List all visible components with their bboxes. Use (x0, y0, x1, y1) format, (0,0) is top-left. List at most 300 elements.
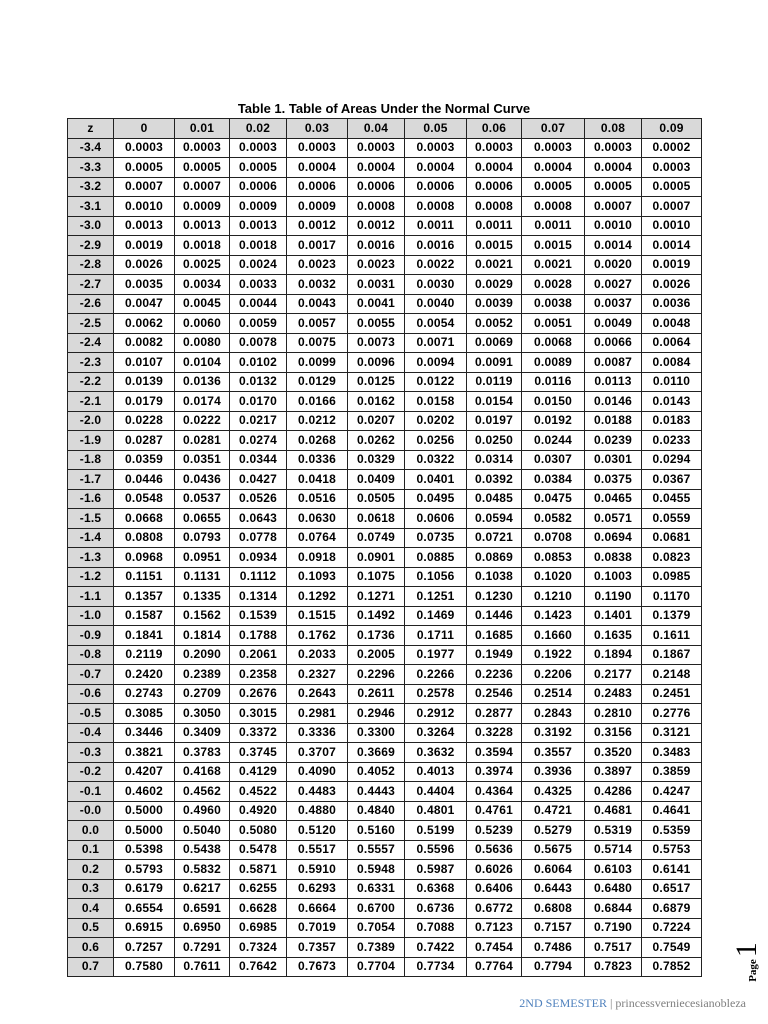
z-value-cell: -2.5 (68, 314, 114, 334)
area-cell: 0.6700 (348, 899, 405, 919)
area-cell: 0.0007 (114, 177, 175, 197)
area-cell: 0.0060 (175, 314, 230, 334)
area-cell: 0.0038 (522, 294, 585, 314)
area-cell: 0.5000 (114, 821, 175, 841)
area-cell: 0.0080 (175, 333, 230, 353)
area-cell: 0.1814 (175, 626, 230, 646)
area-cell: 0.0495 (405, 489, 467, 509)
area-cell: 0.7642 (230, 957, 287, 977)
area-cell: 0.0143 (642, 392, 702, 412)
area-cell: 0.5319 (585, 821, 642, 841)
area-cell: 0.5199 (405, 821, 467, 841)
area-cell: 0.0197 (467, 411, 522, 431)
area-cell: 0.0003 (287, 138, 348, 158)
area-cell: 0.3264 (405, 723, 467, 743)
area-cell: 0.1112 (230, 567, 287, 587)
area-cell: 0.3372 (230, 723, 287, 743)
area-cell: 0.5398 (114, 840, 175, 860)
area-cell: 0.6736 (405, 899, 467, 919)
area-cell: 0.0853 (522, 548, 585, 568)
area-cell: 0.0023 (287, 255, 348, 275)
area-cell: 0.6293 (287, 879, 348, 899)
area-cell: 0.4920 (230, 801, 287, 821)
area-cell: 0.0029 (467, 275, 522, 295)
area-cell: 0.6879 (642, 899, 702, 919)
area-cell: 0.0582 (522, 509, 585, 529)
area-cell: 0.0010 (642, 216, 702, 236)
area-cell: 0.6443 (522, 879, 585, 899)
area-cell: 0.0003 (405, 138, 467, 158)
area-cell: 0.0071 (405, 333, 467, 353)
area-cell: 0.5000 (114, 801, 175, 821)
area-cell: 0.0007 (175, 177, 230, 197)
area-cell: 0.1190 (585, 587, 642, 607)
area-cell: 0.0009 (175, 197, 230, 217)
area-cell: 0.0047 (114, 294, 175, 314)
area-cell: 0.0003 (114, 138, 175, 158)
area-cell: 0.4840 (348, 801, 405, 821)
area-cell: 0.0023 (348, 255, 405, 275)
area-cell: 0.0034 (175, 275, 230, 295)
area-cell: 0.1038 (467, 567, 522, 587)
table-row (68, 723, 702, 743)
area-cell: 0.0020 (585, 255, 642, 275)
area-cell: 0.0375 (585, 470, 642, 490)
area-cell: 0.1736 (348, 626, 405, 646)
area-cell: 0.0008 (522, 197, 585, 217)
table-title: Table 1. Table of Areas Under the Normal Curve (237, 101, 531, 116)
area-cell: 0.0041 (348, 294, 405, 314)
area-cell: 0.0078 (230, 333, 287, 353)
area-cell: 0.0064 (642, 333, 702, 353)
area-cell: 0.0082 (114, 333, 175, 353)
area-cell: 0.0294 (642, 450, 702, 470)
area-cell: 0.0013 (114, 216, 175, 236)
area-cell: 0.6591 (175, 899, 230, 919)
area-cell: 0.7611 (175, 957, 230, 977)
area-cell: 0.0028 (522, 275, 585, 295)
area-cell: 0.0016 (348, 236, 405, 256)
area-cell: 0.0043 (287, 294, 348, 314)
area-cell: 0.1762 (287, 626, 348, 646)
area-cell: 0.0869 (467, 548, 522, 568)
area-cell: 0.0119 (467, 372, 522, 392)
area-cell: 0.0735 (405, 528, 467, 548)
area-cell: 0.2709 (175, 684, 230, 704)
area-cell: 0.0089 (522, 353, 585, 373)
area-cell: 0.1562 (175, 606, 230, 626)
area-cell: 0.0256 (405, 431, 467, 451)
table-row (68, 918, 702, 938)
z-value-cell: -3.0 (68, 216, 114, 236)
area-cell: 0.0055 (348, 314, 405, 334)
z-value-cell: -3.1 (68, 197, 114, 217)
header-col: 0.09 (642, 119, 702, 139)
area-cell: 0.0268 (287, 431, 348, 451)
area-cell: 0.0643 (230, 509, 287, 529)
area-cell: 0.5871 (230, 860, 287, 880)
table-row (68, 821, 702, 841)
area-cell: 0.3859 (642, 762, 702, 782)
area-cell: 0.0019 (642, 255, 702, 275)
area-cell: 0.0808 (114, 528, 175, 548)
area-cell: 0.0003 (230, 138, 287, 158)
area-cell: 0.0044 (230, 294, 287, 314)
area-cell: 0.1660 (522, 626, 585, 646)
table-row (68, 957, 702, 977)
area-cell: 0.0003 (642, 158, 702, 178)
area-cell: 0.0010 (114, 197, 175, 217)
area-cell: 0.1587 (114, 606, 175, 626)
table-row (68, 294, 702, 314)
area-cell: 0.2033 (287, 645, 348, 665)
area-cell: 0.0035 (114, 275, 175, 295)
area-cell: 0.3632 (405, 743, 467, 763)
area-cell: 0.7088 (405, 918, 467, 938)
area-cell: 0.2643 (287, 684, 348, 704)
area-cell: 0.0019 (114, 236, 175, 256)
area-cell: 0.6664 (287, 899, 348, 919)
area-cell: 0.2206 (522, 665, 585, 685)
area-cell: 0.7389 (348, 938, 405, 958)
area-cell: 0.0004 (405, 158, 467, 178)
area-cell: 0.1210 (522, 587, 585, 607)
table-row (68, 587, 702, 607)
area-cell: 0.5478 (230, 840, 287, 860)
area-cell: 0.0351 (175, 450, 230, 470)
z-value-cell: -2.9 (68, 236, 114, 256)
area-cell: 0.0694 (585, 528, 642, 548)
area-cell: 0.2810 (585, 704, 642, 724)
area-cell: 0.5438 (175, 840, 230, 860)
area-cell: 0.0630 (287, 509, 348, 529)
area-cell: 0.0062 (114, 314, 175, 334)
area-cell: 0.1611 (642, 626, 702, 646)
area-cell: 0.4681 (585, 801, 642, 821)
area-cell: 0.3156 (585, 723, 642, 743)
area-cell: 0.5517 (287, 840, 348, 860)
table-row (68, 801, 702, 821)
footer-semester: 2ND SEMESTER (519, 996, 607, 1010)
area-cell: 0.0015 (522, 236, 585, 256)
z-value-cell: -2.1 (68, 392, 114, 412)
area-cell: 0.4443 (348, 782, 405, 802)
area-cell: 0.6255 (230, 879, 287, 899)
area-cell: 0.7054 (348, 918, 405, 938)
footer-separator: | (609, 996, 613, 1010)
area-cell: 0.6026 (467, 860, 522, 880)
area-cell: 0.5080 (230, 821, 287, 841)
z-value-cell: 0.6 (68, 938, 114, 958)
area-cell: 0.4013 (405, 762, 467, 782)
table-row (68, 158, 702, 178)
area-cell: 0.4801 (405, 801, 467, 821)
area-cell: 0.0778 (230, 528, 287, 548)
area-cell: 0.6915 (114, 918, 175, 938)
area-cell: 0.3015 (230, 704, 287, 724)
area-cell: 0.0222 (175, 411, 230, 431)
area-cell: 0.0004 (467, 158, 522, 178)
area-cell: 0.0003 (522, 138, 585, 158)
z-value-cell: -0.2 (68, 762, 114, 782)
area-cell: 0.1446 (467, 606, 522, 626)
area-cell: 0.0066 (585, 333, 642, 353)
area-cell: 0.2148 (642, 665, 702, 685)
table-row (68, 645, 702, 665)
area-cell: 0.1357 (114, 587, 175, 607)
area-cell: 0.4052 (348, 762, 405, 782)
area-cell: 0.3446 (114, 723, 175, 743)
area-cell: 0.7019 (287, 918, 348, 938)
area-cell: 0.2546 (467, 684, 522, 704)
area-cell: 0.3707 (287, 743, 348, 763)
z-value-cell: -2.6 (68, 294, 114, 314)
area-cell: 0.4522 (230, 782, 287, 802)
area-cell: 0.1492 (348, 606, 405, 626)
area-cell: 0.0110 (642, 372, 702, 392)
area-cell: 0.3409 (175, 723, 230, 743)
area-cell: 0.0002 (642, 138, 702, 158)
area-cell: 0.6141 (642, 860, 702, 880)
z-value-cell: -1.0 (68, 606, 114, 626)
area-cell: 0.0132 (230, 372, 287, 392)
area-cell: 0.2090 (175, 645, 230, 665)
area-cell: 0.2236 (467, 665, 522, 685)
area-cell: 0.0166 (287, 392, 348, 412)
z-value-cell: -2.8 (68, 255, 114, 275)
area-cell: 0.0009 (230, 197, 287, 217)
area-cell: 0.0455 (642, 489, 702, 509)
header-col: 0.06 (467, 119, 522, 139)
area-cell: 0.5793 (114, 860, 175, 880)
area-cell: 0.0096 (348, 353, 405, 373)
area-cell: 0.0030 (405, 275, 467, 295)
area-cell: 0.1093 (287, 567, 348, 587)
area-cell: 0.7224 (642, 918, 702, 938)
area-cell: 0.0014 (642, 236, 702, 256)
area-cell: 0.0049 (585, 314, 642, 334)
z-value-cell: -1.8 (68, 450, 114, 470)
z-table (67, 118, 702, 977)
table-row (68, 782, 702, 802)
table-row (68, 743, 702, 763)
area-cell: 0.0037 (585, 294, 642, 314)
area-cell: 0.0170 (230, 392, 287, 412)
area-cell: 0.0985 (642, 567, 702, 587)
area-cell: 0.0749 (348, 528, 405, 548)
area-cell: 0.0008 (467, 197, 522, 217)
area-cell: 0.6554 (114, 899, 175, 919)
area-cell: 0.0951 (175, 548, 230, 568)
area-cell: 0.2946 (348, 704, 405, 724)
area-cell: 0.2177 (585, 665, 642, 685)
area-cell: 0.3228 (467, 723, 522, 743)
area-cell: 0.0250 (467, 431, 522, 451)
area-cell: 0.0025 (175, 255, 230, 275)
area-cell: 0.4247 (642, 782, 702, 802)
area-cell: 0.7794 (522, 957, 585, 977)
area-cell: 0.2420 (114, 665, 175, 685)
area-cell: 0.1230 (467, 587, 522, 607)
area-cell: 0.0012 (287, 216, 348, 236)
area-cell: 0.1539 (230, 606, 287, 626)
area-cell: 0.1131 (175, 567, 230, 587)
area-cell: 0.1635 (585, 626, 642, 646)
area-cell: 0.7823 (585, 957, 642, 977)
area-cell: 0.4721 (522, 801, 585, 821)
area-cell: 0.6368 (405, 879, 467, 899)
z-value-cell: -3.2 (68, 177, 114, 197)
table-row (68, 606, 702, 626)
area-cell: 0.4960 (175, 801, 230, 821)
table-row (68, 314, 702, 334)
area-cell: 0.1515 (287, 606, 348, 626)
table-row (68, 840, 702, 860)
area-cell: 0.0174 (175, 392, 230, 412)
area-cell: 0.0367 (642, 470, 702, 490)
area-cell: 0.1003 (585, 567, 642, 587)
area-cell: 0.1469 (405, 606, 467, 626)
area-cell: 0.0005 (522, 177, 585, 197)
area-cell: 0.5596 (405, 840, 467, 860)
area-cell: 0.0427 (230, 470, 287, 490)
z-value-cell: -3.3 (68, 158, 114, 178)
area-cell: 0.0013 (175, 216, 230, 236)
header-col: 0.05 (405, 119, 467, 139)
area-cell: 0.0075 (287, 333, 348, 353)
z-value-cell: -1.1 (68, 587, 114, 607)
area-cell: 0.0022 (405, 255, 467, 275)
area-cell: 0.5557 (348, 840, 405, 860)
table-row (68, 509, 702, 529)
table-row (68, 704, 702, 724)
area-cell: 0.0006 (287, 177, 348, 197)
z-value-cell: -0.7 (68, 665, 114, 685)
area-cell: 0.3745 (230, 743, 287, 763)
header-col: 0.08 (585, 119, 642, 139)
area-cell: 0.0301 (585, 450, 642, 470)
area-cell: 0.2981 (287, 704, 348, 724)
table-row (68, 255, 702, 275)
area-cell: 0.6517 (642, 879, 702, 899)
header-col: 0.04 (348, 119, 405, 139)
area-cell: 0.0032 (287, 275, 348, 295)
area-cell: 0.2912 (405, 704, 467, 724)
area-cell: 0.5832 (175, 860, 230, 880)
area-cell: 0.0010 (585, 216, 642, 236)
area-cell: 0.0003 (585, 138, 642, 158)
z-value-cell: -0.6 (68, 684, 114, 704)
area-cell: 0.1170 (642, 587, 702, 607)
z-value-cell: 0.0 (68, 821, 114, 841)
area-cell: 0.7764 (467, 957, 522, 977)
area-cell: 0.0183 (642, 411, 702, 431)
table-row (68, 567, 702, 587)
z-value-cell: 0.5 (68, 918, 114, 938)
area-cell: 0.0329 (348, 450, 405, 470)
table-row (68, 860, 702, 880)
area-cell: 0.1685 (467, 626, 522, 646)
area-cell: 0.4602 (114, 782, 175, 802)
area-cell: 0.0594 (467, 509, 522, 529)
area-cell: 0.2389 (175, 665, 230, 685)
area-cell: 0.1251 (405, 587, 467, 607)
area-cell: 0.1894 (585, 645, 642, 665)
area-cell: 0.0059 (230, 314, 287, 334)
area-cell: 0.4168 (175, 762, 230, 782)
area-cell: 0.0004 (522, 158, 585, 178)
area-cell: 0.0003 (348, 138, 405, 158)
area-cell: 0.2743 (114, 684, 175, 704)
area-cell: 0.1949 (467, 645, 522, 665)
area-cell: 0.0571 (585, 509, 642, 529)
area-cell: 0.0446 (114, 470, 175, 490)
area-cell: 0.0793 (175, 528, 230, 548)
area-cell: 0.0708 (522, 528, 585, 548)
table-row (68, 138, 702, 158)
area-cell: 0.7157 (522, 918, 585, 938)
area-cell: 0.7422 (405, 938, 467, 958)
area-cell: 0.6331 (348, 879, 405, 899)
area-cell: 0.0009 (287, 197, 348, 217)
area-cell: 0.3520 (585, 743, 642, 763)
area-cell: 0.7734 (405, 957, 467, 977)
z-value-cell: -2.3 (68, 353, 114, 373)
area-cell: 0.1292 (287, 587, 348, 607)
table-row (68, 665, 702, 685)
area-cell: 0.4286 (585, 782, 642, 802)
area-cell: 0.3897 (585, 762, 642, 782)
table-row (68, 372, 702, 392)
area-cell: 0.0011 (467, 216, 522, 236)
area-cell: 0.3669 (348, 743, 405, 763)
area-cell: 0.0475 (522, 489, 585, 509)
area-cell: 0.0005 (230, 158, 287, 178)
area-cell: 0.0027 (585, 275, 642, 295)
z-value-cell: -2.0 (68, 411, 114, 431)
area-cell: 0.0233 (642, 431, 702, 451)
area-cell: 0.0150 (522, 392, 585, 412)
area-cell: 0.0084 (642, 353, 702, 373)
page-word: Page (747, 959, 759, 982)
area-cell: 0.0012 (348, 216, 405, 236)
area-cell: 0.0069 (467, 333, 522, 353)
z-value-cell: 0.1 (68, 840, 114, 860)
area-cell: 0.5910 (287, 860, 348, 880)
area-cell: 0.0107 (114, 353, 175, 373)
area-cell: 0.0129 (287, 372, 348, 392)
area-cell: 0.0033 (230, 275, 287, 295)
area-cell: 0.0228 (114, 411, 175, 431)
area-cell: 0.0073 (348, 333, 405, 353)
area-cell: 0.0336 (287, 450, 348, 470)
area-cell: 0.3936 (522, 762, 585, 782)
area-cell: 0.0559 (642, 509, 702, 529)
area-cell: 0.7549 (642, 938, 702, 958)
area-cell: 0.0013 (230, 216, 287, 236)
area-cell: 0.0838 (585, 548, 642, 568)
table-row (68, 333, 702, 353)
area-cell: 0.7580 (114, 957, 175, 977)
area-cell: 0.0091 (467, 353, 522, 373)
area-cell: 0.0005 (175, 158, 230, 178)
area-cell: 0.0485 (467, 489, 522, 509)
area-cell: 0.0039 (467, 294, 522, 314)
area-cell: 0.1020 (522, 567, 585, 587)
area-cell: 0.6772 (467, 899, 522, 919)
area-cell: 0.1788 (230, 626, 287, 646)
area-cell: 0.3192 (522, 723, 585, 743)
